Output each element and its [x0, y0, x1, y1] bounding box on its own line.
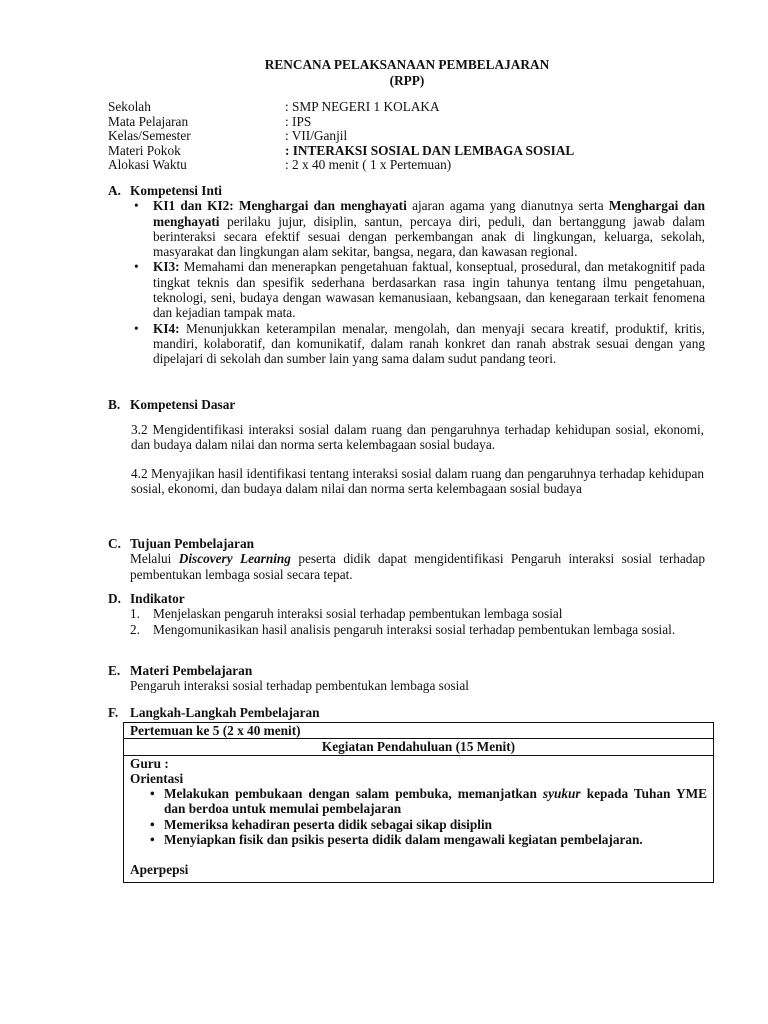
ki-list-wrap: [130, 198, 705, 366]
spacer: [130, 847, 707, 862]
list-item-ki4: [130, 321, 705, 367]
tujuan-emphasis: Discovery Learning: [178, 551, 291, 567]
ki-emphasis: Menghargai dan menghayati: [153, 198, 705, 229]
table-row: [124, 755, 714, 882]
info-label: Sekolah: [108, 99, 151, 114]
section-title: Langkah-Langkah Pembelajaran: [130, 705, 320, 720]
info-row-topic: [108, 144, 728, 159]
section-title: Materi Pembelajaran: [130, 663, 253, 678]
section-letter: F.: [108, 705, 119, 720]
section-materi: [108, 663, 705, 694]
item-text: kepada Tuhan YME dan berdoa untuk memulai pembelajaran: [164, 786, 708, 817]
orientasi-label: Orientasi: [130, 770, 184, 786]
lesson-steps-table: [123, 722, 714, 883]
ki-text: Menunjukkan keterampilan menalar, mengolah, dan menyaji secara kreatif, produktif, kritis, mandiri, kolaboratif, dan komunikatif, dalam ranah konkret dan ranah abstrak sesuai dengan yang dipelajari di sekolah dan sumber lain yang sama dalam sudut pandang teori.: [153, 320, 705, 367]
ki-label: KI4:: [153, 320, 180, 336]
section-heading: [108, 536, 705, 551]
list-item-ki12: [130, 198, 705, 259]
item-emphasis: syukur: [542, 786, 581, 802]
section-heading: [108, 663, 705, 678]
section-title: Kompetensi Inti: [130, 183, 222, 198]
ki-text: perilaku jujur, disiplin, santun, percaya diri, peduli, dan bertanggung jawab dalam berinteraksi secara efektif sesuai dengan perkembangan anak di lingkungan, keluarga, sekolah, masyarakat dan lingkungan alam sekitar, bangsa, negara, dan kawasan regional.: [153, 213, 705, 260]
list-item: [130, 832, 707, 847]
info-label: Mata Pelajaran: [108, 113, 189, 129]
document-title: [0, 57, 768, 88]
section-heading: [108, 591, 705, 606]
info-row-time: [108, 158, 728, 173]
info-label: Materi Pokok: [108, 142, 181, 158]
table-row: [124, 723, 714, 739]
ki-label: KI3:: [153, 259, 180, 275]
item-text: Mengomunikasikan hasil analisis pengaruh interaksi sosial terhadap pembentukan lembaga sosial.: [153, 621, 676, 637]
info-row-school: [108, 100, 728, 115]
materi-text: Pengaruh interaksi sosial terhadap pembentukan lembaga sosial: [130, 678, 469, 694]
activity-list: [130, 786, 707, 847]
ki-text: Memahami dan menerapkan pengetahuan faktual, konseptual, prosedural, dan metakognitif pada tingkat teknis dan spesifik sederhana berdasarkan rasa ingin tahunya tentang ilmu pengetahuan, teknologi, seni, budaya dengan wawasan kemanusiaan, kebangsaan, dan kenegaraan terkait fenomena dan kejadian tampak mata.: [153, 259, 705, 321]
guru-label: Guru :: [130, 755, 169, 771]
title-line-2: (RPP): [389, 72, 425, 88]
kd-item-2: 4.2 Menyajikan hasil identifikasi tentang interaksi sosial dalam ruang dan pengaruhnya terhadap kehidupan sosial, ekonomi, dan budaya dalam nilai dan norma serta kelembagaan sosial budaya: [131, 466, 704, 497]
section-langkah: [108, 705, 705, 720]
item-text: Menyiapkan fisik dan psikis peserta didik dalam mengawali kegiatan pembelajaran.: [164, 832, 643, 848]
section-letter: D.: [108, 591, 121, 606]
section-kompetensi-inti: [108, 183, 705, 367]
info-value: : IPS: [285, 113, 312, 129]
list-item: [130, 786, 707, 817]
section-title: Kompetensi Dasar: [130, 397, 236, 412]
info-value: [285, 144, 574, 159]
info-block: [108, 100, 728, 173]
activity-cell: [124, 755, 714, 882]
phase-cell: Kegiatan Pendahuluan (15 Menit): [124, 739, 714, 755]
section-tujuan: [108, 536, 705, 582]
info-row-subject: [108, 115, 728, 130]
item-number: 2.: [130, 621, 140, 637]
item-number: 1.: [130, 606, 140, 622]
section-indikator: [108, 591, 705, 637]
section-heading: [108, 705, 705, 720]
section-letter: E.: [108, 663, 121, 678]
item-text: Memeriksa kehadiran peserta didik sebagai sikap disiplin: [164, 816, 493, 832]
meeting-cell: Pertemuan ke 5 (2 x 40 menit): [124, 723, 714, 739]
section-letter: A.: [108, 183, 121, 198]
list-item: [130, 622, 705, 637]
kd-item-1: 3.2 Mengidentifikasi interaksi sosial dalam ruang dan pengaruhnya terhadap kehidupan sosial, ekonomi, dan budaya dalam nilai dan norma serta kelembagaan sosial budaya.: [131, 422, 704, 453]
list-item: [130, 606, 705, 621]
tujuan-pre: Melalui: [130, 551, 172, 567]
section-heading: [108, 397, 705, 412]
title-line-1: RENCANA PELAKSANAAN PEMBELAJARAN: [264, 57, 550, 72]
section-heading: [108, 183, 705, 198]
info-value: : SMP NEGERI 1 KOLAKA: [285, 99, 440, 114]
tujuan-text: [130, 551, 705, 582]
item-text: Menjelaskan pengaruh interaksi sosial terhadap pembentukan lembaga sosial: [153, 606, 563, 622]
info-row-class: [108, 129, 728, 144]
info-label: Alokasi Waktu: [108, 157, 187, 173]
section-letter: C.: [108, 536, 121, 551]
ki-label: KI1 dan KI2:: [153, 198, 234, 214]
ki-emphasis: Menghargai dan menghayati: [238, 198, 407, 214]
indikator-list: [130, 606, 705, 637]
info-value-bold: : INTERAKSI SOSIAL DAN LEMBAGA SOSIAL: [285, 142, 575, 158]
info-value: : 2 x 40 menit ( 1 x Pertemuan): [285, 157, 452, 173]
tujuan-post: peserta didik dapat mengidentifikasi Pengaruh interaksi sosial terhadap pembentukan lembaga sosial secara tepat.: [130, 551, 705, 582]
info-label: Kelas/Semester: [108, 128, 191, 144]
aperpepsi-label: Aperpepsi: [130, 862, 189, 878]
ki-text: ajaran agama yang dianutnya serta: [412, 198, 604, 214]
list-item-ki3: [130, 259, 705, 320]
section-letter: B.: [108, 397, 121, 412]
section-title: Tujuan Pembelajaran: [130, 536, 254, 551]
section-kompetensi-dasar: [108, 397, 705, 412]
ki-list: [130, 198, 705, 366]
item-text: Melakukan pembukaan dengan salam pembuka, memanjatkan: [164, 786, 537, 802]
table-row: [124, 739, 714, 755]
info-value: : VII/Ganjil: [285, 128, 348, 144]
list-item: [130, 817, 707, 832]
section-title: Indikator: [130, 591, 185, 606]
